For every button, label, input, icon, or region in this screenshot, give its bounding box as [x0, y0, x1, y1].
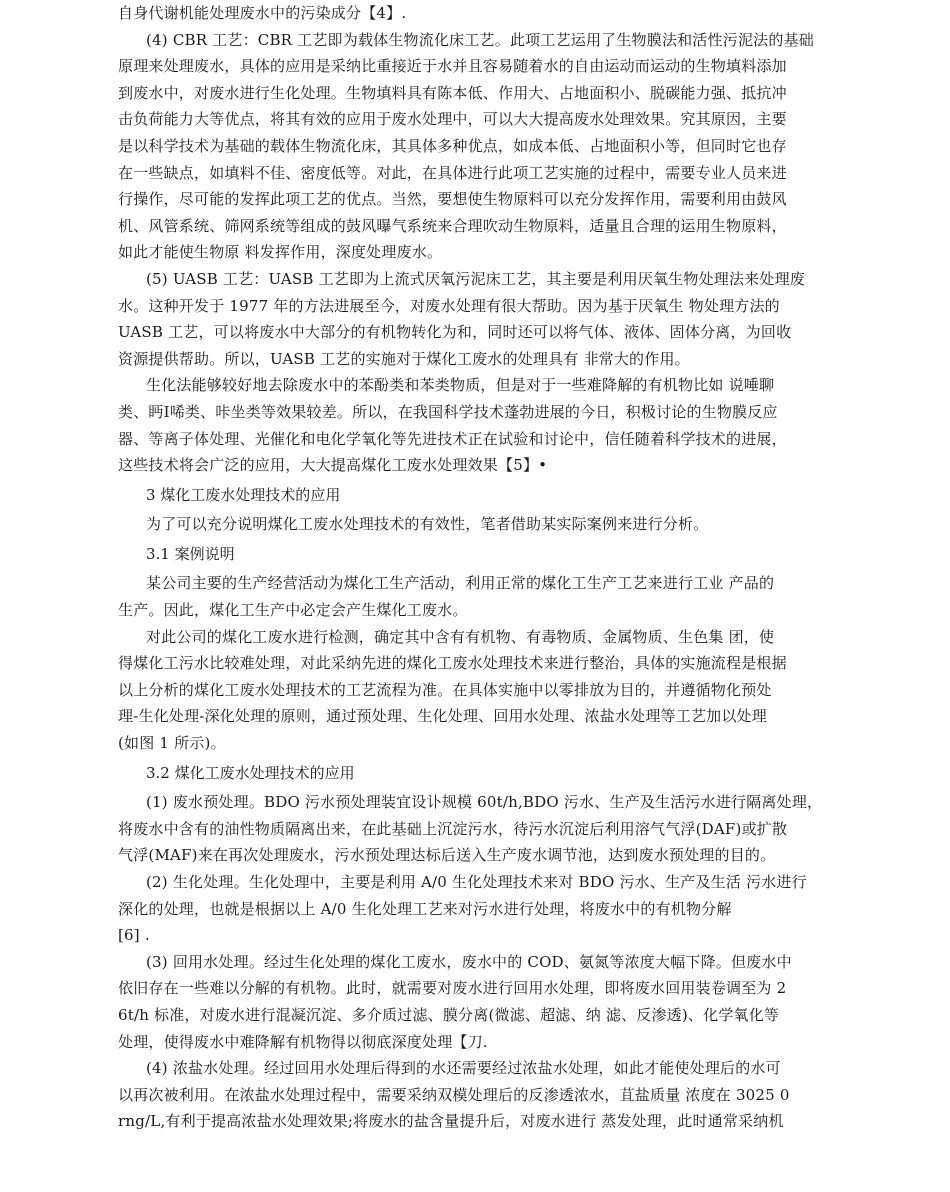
text-line: (5) UASB 工艺：UASB 工艺即为上流式厌氧污泥床工艺，其主要是利用厌氧生物处理法来处理废 — [146, 269, 805, 288]
text-line: 是以科学技术为基础的载体生物流化床，其具体多种优点，如成本低、占地面积小等，但同时它也存 — [118, 136, 787, 155]
text-line: 水。这种开发于 1977 年的方法进展至今，对废水处理有很大帮助。因为基于厌氧生 物处理方法的 — [118, 296, 780, 315]
text-line: 处理，使得废水中难降解有机物得以彻底深度处理【刀. — [118, 1032, 488, 1051]
text-line: 类、眄I唏类、咔坐类等效果较差。所以，在我国科学技术蓬勃进展的今日，积极讨论的生物膜反应 — [118, 402, 778, 421]
text-line: (4) 浓盐水处理。经过回用水处理后得到的水还需要经过浓盐水处理，如此才能使处理后的水可 — [146, 1059, 781, 1078]
text-line: 6t/h 标准，对废水进行混凝沉淀、多介质过滤、膜分离(微滤、超滤、纳 滤、反渗透)、化学氧化等 — [118, 1005, 780, 1024]
text-line: 如此才能使生物原 料发挥作用，深度处理废水。 — [118, 243, 443, 262]
text-line: 气浮(MAF)来在再次处理废水，污水预处理达标后送入生产废水调节池，达到废水预处理的目的。 — [118, 846, 776, 865]
text-line: 以上分析的煤化工废水处理技术的工艺流程为准。在具体实施中以零排放为目的，并遵循物化预处 — [118, 680, 772, 699]
text-line: 原理来处理废水，具体的应用是采纳比重接近于水并且容易随着水的自由运动而运动的生物填料添加 — [118, 57, 787, 76]
text-line: 深化的处理，也就是根据以上 A/0 生化处理工艺来对污水进行处理，将废水中的有机物分解 — [118, 899, 732, 918]
text-line: 击负荷能力大等优点，将其有效的应用于废水处理中，可以大大提高废水处理效果。究其原因，主要 — [118, 110, 787, 129]
text-line: [6] . — [118, 926, 150, 945]
text-line: 这些技术将会广泛的应用，大大提高煤化工废水处理效果【5】• — [118, 456, 548, 475]
text-line: 机、风管系统、筛网系统等组成的鼓风曝气系统来合理吹动生物原料，适量且合理的运用生物原料， — [118, 216, 787, 235]
text-line: (1) 废水预处理。BDO 污水预处理装宜设讣规模 60t/h,BDO 污水、生产及生活污水进行隔离处理， — [146, 793, 823, 812]
section-heading-3: 3 煤化工废水处理技术的应用 — [146, 485, 341, 504]
document-page — [118, 0, 846, 1135]
text-line: 对此公司的煤化工废水进行检测，确定其中含有有机物、有毒物质、金属物质、生色集 团，使 — [146, 627, 775, 646]
paragraph-block-case — [118, 570, 846, 756]
text-line: (4) CBR 工艺：CBR 工艺即为载体生物流化床工艺。此项工艺运用了生物膜法和活性污泥法的基础 — [146, 30, 814, 49]
text-line: (3) 回用水处理。经过生化处理的煤化工废水，废水中的 COD、氨氮等浓度大幅下降。但废水中 — [146, 952, 792, 971]
text-line: (如图 1 所示)。 — [118, 734, 226, 753]
text-line: 将废水中含有的油性物质隔离出来，在此基础上沉淀污水，待污水沉淀后利用溶气气浮(DAF)或扩散 — [118, 819, 788, 838]
text-line: 到废水中，对废水进行生化处理。生物填料具有陈本低、作用大、占地面积小、脱碳能力强、抵抗冲 — [118, 83, 787, 102]
text-line: 生产。因此，煤化工生产中必定会产生煤化工废水。 — [118, 601, 468, 620]
text-line: rng/L,有利于提高浓盐水处理效果;将废水的盐含量提升后，对废水进行 蒸发处理，此时通常采纳机 — [118, 1112, 784, 1131]
section-intro: 为了可以充分说明煤化工废水处理技术的有效性，笔者借助某实际案例来进行分析。 — [146, 515, 709, 534]
text-line: 生化法能够较好地去除废水中的苯酚类和苯类物质，但是对于一些难降解的有机物比如 说唾聊 — [146, 376, 775, 395]
text-line: 自身代谢机能处理废水中的污染成分【4】. — [118, 4, 407, 22]
text-line: 行操作，尽可能的发挥此项工艺的优点。当然，要想使生物原料可以充分发挥作用，需要利用由鼓风 — [118, 190, 787, 209]
section-heading-3-1: 3.1 案例说明 — [146, 544, 235, 563]
text-line: 器、等离子体处理、光催化和电化学氧化等先进技术正在试验和讨论中，信任随着科学技术的进展， — [118, 429, 787, 448]
text-line: 在一些缺点，如填料不佳、密度低等。对此，在具体进行此项工艺实施的过程中，需要专业人员来进 — [118, 163, 787, 182]
text-line: (2) 生化处理。生化处理中，主要是利用 A/0 生化处理技术来对 BDO 污水、生产及生活 污水进行 — [146, 873, 807, 891]
text-line: 理-生化处理-深化处理的原则，通过预处理、生化处理、回用水处理、浓盐水处理等工艺加以处理 — [118, 707, 767, 726]
text-line: UASB 工艺，可以将废水中大部分的有机物转化为和，同时还可以将气体、液体、固体分离，为回收 — [118, 323, 792, 342]
text-line: 得煤化工污水比较难处理，对此采纳先进的煤化工废水处理技术来进行整治，具体的实施流程是根据 — [118, 654, 787, 673]
section-heading-3-2: 3.2 煤化工废水处理技术的应用 — [146, 763, 355, 782]
text-line: 以再次被利用。在浓盐水处理过程中，需要采纳双模处理后的反渗透浓水，苴盐质量 浓度在 3025 0 — [118, 1085, 790, 1104]
paragraph-block-application — [118, 789, 846, 1135]
text-line: 资源提供帮助。所以，UASB 工艺的实施对于煤化工废水的处理具有 非常大的作用。 — [118, 349, 690, 368]
text-line: 依旧存在一些难以分解的有机物。此时，就需要对废水进行回用水处理，即将废水回用装卷调至为 2 — [118, 979, 787, 998]
paragraph-block-treatment-methods — [118, 0, 846, 479]
text-line: 某公司主要的生产经营活动为煤化工生产活动，利用正常的煤化工生产工艺来进行工业 产品的 — [146, 574, 775, 593]
